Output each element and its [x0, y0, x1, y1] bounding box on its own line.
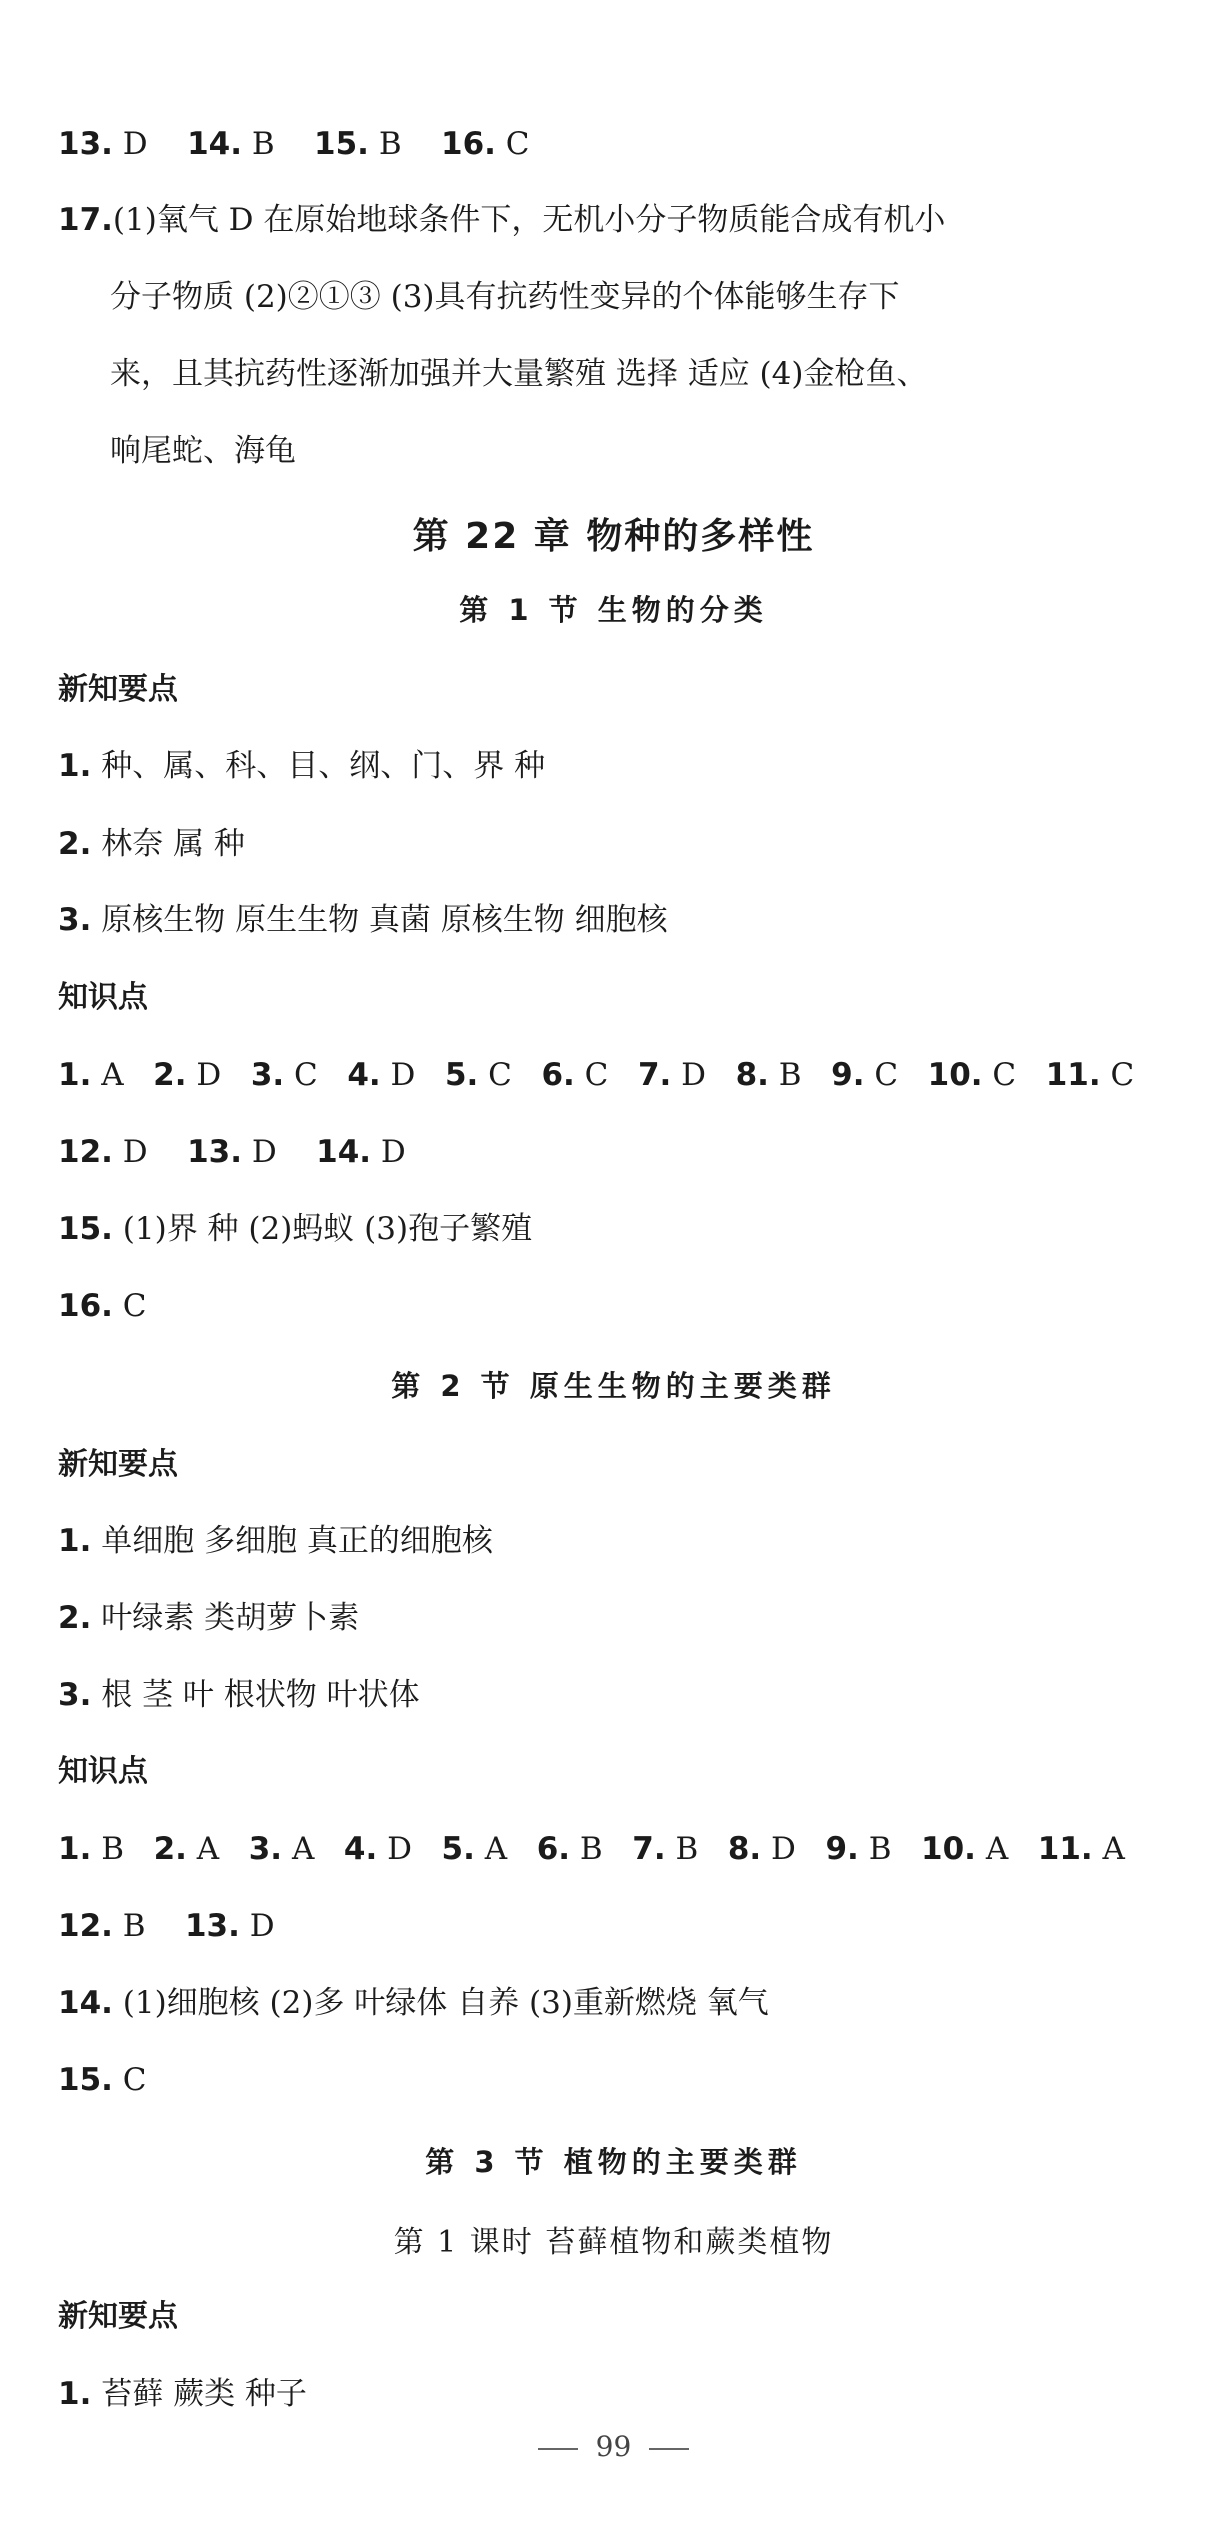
- q17-text-4: 响尾蛇、海龟: [110, 433, 296, 469]
- section-2-title: 第 2 节 原生生物的主要类群: [391, 1369, 836, 1403]
- q17-line-2: [110, 277, 1187, 317]
- section-1-new-points-heading: 新知要点: [58, 672, 178, 707]
- section-1-q15: 15. (1)界 种 (2)蚂蚁 (3)孢子繁殖: [58, 1211, 533, 1247]
- page-footer: [0, 2430, 1227, 2463]
- section-1-q16: 16. C: [58, 1288, 147, 1324]
- section-2-point-3: 3. 根 茎 叶 根状物 叶状体: [58, 1677, 420, 1713]
- section-2-q14: 14. (1)细胞核 (2)多 叶绿体 自养 (3)重新燃烧 氧气: [58, 1985, 769, 2021]
- section-1-point-3: 3. 原核生物 原生生物 真菌 原核生物 细胞核: [58, 902, 668, 938]
- section-3-lesson-title: 第 1 课时 苔藓植物和蕨类植物: [393, 2225, 834, 2260]
- section-3-title: 第 3 节 植物的主要类群: [425, 2145, 802, 2179]
- q17-text-3: 来，且其抗药性逐渐加强并大量繁殖 选择 适应 (4)金枪鱼、: [110, 356, 928, 392]
- section-3-new-points-heading: 新知要点: [58, 2299, 178, 2334]
- footer-dash-left: [538, 2448, 578, 2450]
- q17-number: 17.: [58, 202, 113, 238]
- section-2-answers-row-1: 1. B 2. A 3. A 4. D 5. A 6. B 7. B 8. D 9. B 10. A 11. A: [58, 1831, 1125, 1867]
- section-1-answers-row-1: 1. A 2. D 3. C 4. D 5. C 6. C 7. D 8. B 9. C 10. C 11. C: [58, 1057, 1135, 1093]
- q17-text-1: (1)氧气 D 在原始地球条件下，无机小分子物质能合成有机小: [112, 202, 946, 238]
- chapter-title: 第 22 章 物种的多样性: [412, 516, 815, 557]
- q14-number: 14.: [187, 126, 242, 162]
- q13-number: 13.: [58, 126, 113, 162]
- q17-text-2: 分子物质 (2)②①③ (3)具有抗药性变异的个体能够生存下: [110, 279, 900, 315]
- section-1-answers-row-2: 12. D 13. D 14. D: [58, 1134, 406, 1170]
- section-1-point-1: 1. 种、属、科、目、纲、门、界 种: [58, 748, 546, 784]
- answers-13-16: [58, 124, 1187, 164]
- section-2-new-points-heading: 新知要点: [58, 1447, 178, 1482]
- q15-number: 15.: [314, 126, 369, 162]
- section-1-point-2: 2. 林奈 属 种: [58, 826, 245, 862]
- q17-line-4: [110, 431, 1187, 471]
- q16-answer: C: [495, 126, 530, 162]
- section-1-title: 第 1 节 生物的分类: [459, 593, 768, 627]
- q17-line-3: [110, 354, 1187, 394]
- q14-answer: B: [241, 126, 275, 162]
- section-1-knowledge-heading: 知识点: [58, 980, 148, 1015]
- q16-number: 16.: [441, 126, 496, 162]
- section-2-point-2: 2. 叶绿素 类胡萝卜素: [58, 1600, 360, 1636]
- section-2-q15: 15. C: [58, 2062, 147, 2098]
- section-2-knowledge-heading: 知识点: [58, 1754, 148, 1789]
- footer-dash-right: [649, 2448, 689, 2450]
- q15-answer: B: [368, 126, 402, 162]
- q13-answer: D: [112, 126, 148, 162]
- page-number: 99: [595, 2430, 632, 2463]
- section-2-answers-row-2: 12. B 13. D: [58, 1908, 275, 1944]
- q17-line-1: [58, 200, 1187, 240]
- section-3-point-1: 1. 苔藓 蕨类 种子: [58, 2376, 307, 2412]
- section-2-point-1: 1. 单细胞 多细胞 真正的细胞核: [58, 1523, 493, 1559]
